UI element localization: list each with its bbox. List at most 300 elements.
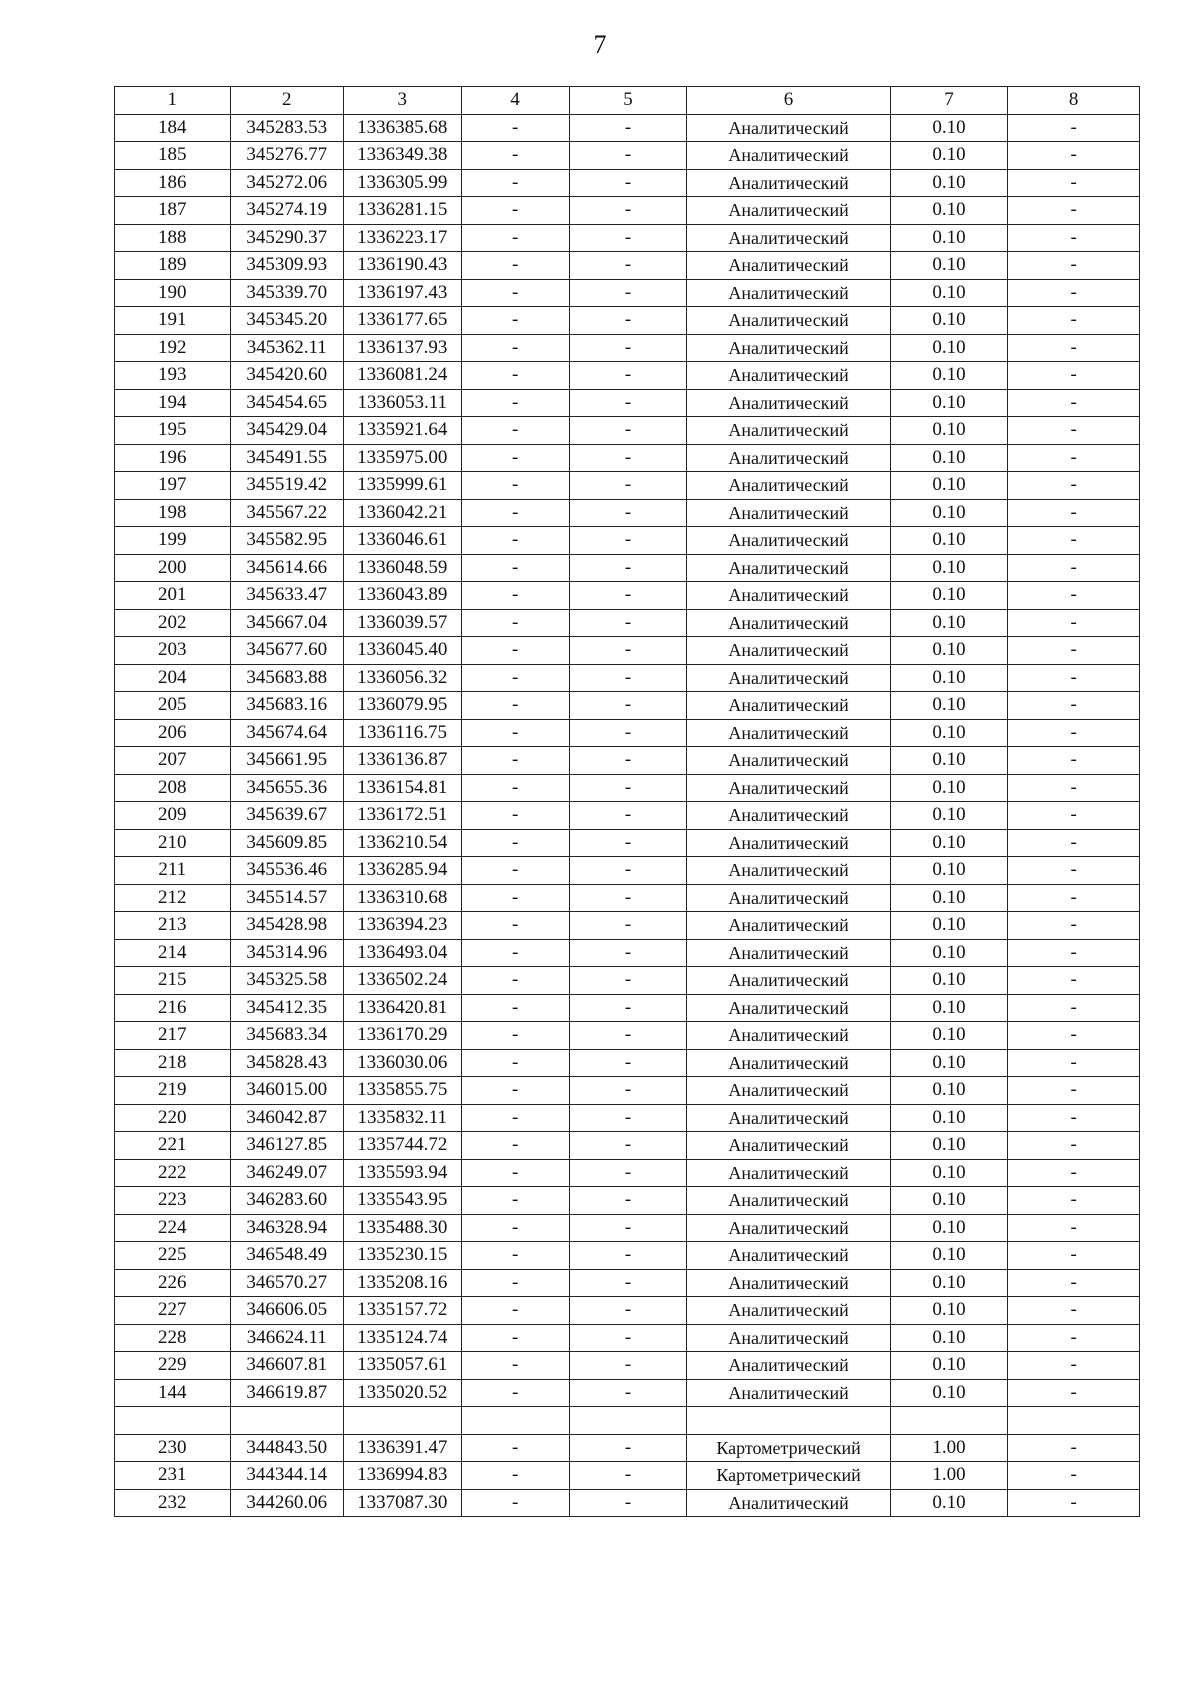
table-cell: -	[461, 609, 569, 637]
table-cell: 345655.36	[230, 774, 343, 802]
table-cell: 345420.60	[230, 362, 343, 390]
table-cell: -	[569, 609, 687, 637]
table-cell: -	[569, 197, 687, 225]
table-cell: 223	[115, 1187, 231, 1215]
table-cell: 1336420.81	[343, 994, 461, 1022]
table-cell: 1335020.52	[343, 1379, 461, 1407]
table-cell: -	[569, 1434, 687, 1462]
table-cell: 1335744.72	[343, 1132, 461, 1160]
table-row	[115, 499, 1140, 527]
table-cell: Аналитический	[687, 1242, 890, 1270]
table-cell: 0.10	[890, 912, 1008, 940]
table-row	[115, 829, 1140, 857]
table-cell: 221	[115, 1132, 231, 1160]
table-cell: -	[461, 1242, 569, 1270]
table-cell: 224	[115, 1214, 231, 1242]
table-cell: 194	[115, 389, 231, 417]
header-cell: 3	[343, 87, 461, 115]
header-cell: 5	[569, 87, 687, 115]
table-cell: -	[569, 1187, 687, 1215]
table-cell: Аналитический	[687, 114, 890, 142]
table-cell: 1336116.75	[343, 719, 461, 747]
table-cell: Аналитический	[687, 169, 890, 197]
table-cell: -	[461, 1132, 569, 1160]
table-cell: 210	[115, 829, 231, 857]
table-cell: Аналитический	[687, 692, 890, 720]
table-cell: 345290.37	[230, 224, 343, 252]
table-cell: -	[569, 637, 687, 665]
table-cell: -	[569, 334, 687, 362]
table-cell: 0.10	[890, 1187, 1008, 1215]
table-cell: 344344.14	[230, 1462, 343, 1490]
table-cell: 1336281.15	[343, 197, 461, 225]
table-cell: Аналитический	[687, 939, 890, 967]
table-cell: -	[461, 1434, 569, 1462]
table-cell: 1336043.89	[343, 582, 461, 610]
table-cell: 345345.20	[230, 307, 343, 335]
table-cell: -	[1008, 1077, 1140, 1105]
table-cell: -	[1008, 692, 1140, 720]
table-row	[115, 334, 1140, 362]
table-cell: 345276.77	[230, 142, 343, 170]
table-cell: -	[1008, 1187, 1140, 1215]
table-cell: 0.10	[890, 1077, 1008, 1105]
table-cell: 196	[115, 444, 231, 472]
table-cell: 1335543.95	[343, 1187, 461, 1215]
table-cell: -	[1008, 252, 1140, 280]
table-cell: -	[569, 1049, 687, 1077]
table-cell: 186	[115, 169, 231, 197]
table-cell: 0.10	[890, 747, 1008, 775]
table-cell: 346249.07	[230, 1159, 343, 1187]
table-cell: 0.10	[890, 1297, 1008, 1325]
table-cell: 190	[115, 279, 231, 307]
table-cell: 345683.16	[230, 692, 343, 720]
table-row	[115, 664, 1140, 692]
table-row	[115, 692, 1140, 720]
table-cell: Аналитический	[687, 1214, 890, 1242]
table-cell: 345683.88	[230, 664, 343, 692]
table-cell: Аналитический	[687, 994, 890, 1022]
table-cell: 0.10	[890, 527, 1008, 555]
table-cell: -	[1008, 142, 1140, 170]
table-row	[115, 857, 1140, 885]
header-cell: 4	[461, 87, 569, 115]
table-cell: -	[461, 197, 569, 225]
table-cell: 1336223.17	[343, 224, 461, 252]
table-cell: 1336177.65	[343, 307, 461, 335]
table-cell: -	[569, 307, 687, 335]
table-row	[115, 1214, 1140, 1242]
table-cell: -	[461, 829, 569, 857]
table-cell: -	[1008, 664, 1140, 692]
table-cell: -	[461, 224, 569, 252]
table-cell: 344260.06	[230, 1489, 343, 1517]
table-cell: 0.10	[890, 444, 1008, 472]
table-cell: 345674.64	[230, 719, 343, 747]
table-cell: 0.10	[890, 334, 1008, 362]
table-cell: -	[461, 692, 569, 720]
table-cell: -	[569, 554, 687, 582]
table-cell: 345582.95	[230, 527, 343, 555]
table-cell: 0.10	[890, 307, 1008, 335]
table-cell: Аналитический	[687, 802, 890, 830]
table-cell: -	[569, 169, 687, 197]
table-row	[115, 197, 1140, 225]
table-cell: Аналитический	[687, 1489, 890, 1517]
table-cell: 1336136.87	[343, 747, 461, 775]
table-cell: -	[569, 829, 687, 857]
table-cell: -	[569, 1242, 687, 1270]
table-row	[115, 774, 1140, 802]
table-cell: -	[569, 252, 687, 280]
table-cell: -	[569, 1159, 687, 1187]
table-cell: -	[461, 939, 569, 967]
table-cell: -	[1008, 884, 1140, 912]
table-cell: -	[1008, 1379, 1140, 1407]
table-cell: 0.10	[890, 417, 1008, 445]
table-cell: -	[569, 1379, 687, 1407]
table-cell: Аналитический	[687, 334, 890, 362]
table-cell: 1336310.68	[343, 884, 461, 912]
header-cell: 2	[230, 87, 343, 115]
table-cell	[890, 1407, 1008, 1435]
table-cell: 205	[115, 692, 231, 720]
table-cell: 345362.11	[230, 334, 343, 362]
table-row	[115, 252, 1140, 280]
table-row	[115, 994, 1140, 1022]
table-cell: 345491.55	[230, 444, 343, 472]
table-cell: Аналитический	[687, 224, 890, 252]
table-cell: Аналитический	[687, 664, 890, 692]
table-cell	[230, 1407, 343, 1435]
table-cell: -	[461, 252, 569, 280]
table-cell: -	[1008, 829, 1140, 857]
table-cell: -	[461, 554, 569, 582]
table-cell: 0.10	[890, 1269, 1008, 1297]
table-row	[115, 417, 1140, 445]
table-row	[115, 472, 1140, 500]
table-cell: Аналитический	[687, 1104, 890, 1132]
table-cell: -	[1008, 857, 1140, 885]
table-cell: 232	[115, 1489, 231, 1517]
table-cell: -	[461, 1462, 569, 1490]
table-cell: 1335230.15	[343, 1242, 461, 1270]
table-row	[115, 224, 1140, 252]
table-cell: -	[569, 389, 687, 417]
table-cell: -	[1008, 389, 1140, 417]
table-cell: 1336210.54	[343, 829, 461, 857]
table-row	[115, 912, 1140, 940]
table-cell: 345309.93	[230, 252, 343, 280]
table-cell: -	[461, 582, 569, 610]
table-cell: -	[461, 1269, 569, 1297]
table-cell: 1335124.74	[343, 1324, 461, 1352]
table-cell: 346283.60	[230, 1187, 343, 1215]
table-cell: 230	[115, 1434, 231, 1462]
table-cell: 346607.81	[230, 1352, 343, 1380]
table-cell: -	[569, 1462, 687, 1490]
table-cell: -	[461, 279, 569, 307]
table-cell: -	[461, 884, 569, 912]
table-cell: 1337087.30	[343, 1489, 461, 1517]
table-cell: -	[569, 747, 687, 775]
table-cell: -	[1008, 527, 1140, 555]
table-cell: 217	[115, 1022, 231, 1050]
table-cell: Аналитический	[687, 912, 890, 940]
table-cell: 0.10	[890, 582, 1008, 610]
table-cell: 0.10	[890, 1242, 1008, 1270]
table-cell: 1336154.81	[343, 774, 461, 802]
table-cell: 1336349.38	[343, 142, 461, 170]
table-cell: 191	[115, 307, 231, 335]
table-cell: 0.10	[890, 692, 1008, 720]
table-cell: -	[569, 142, 687, 170]
table-cell: 219	[115, 1077, 231, 1105]
table-cell: 201	[115, 582, 231, 610]
table-cell: 345536.46	[230, 857, 343, 885]
table-cell: -	[569, 114, 687, 142]
header-cell: 7	[890, 87, 1008, 115]
table-cell: -	[461, 1489, 569, 1517]
table-row	[115, 719, 1140, 747]
table-cell: 0.10	[890, 939, 1008, 967]
table-cell	[115, 1407, 231, 1435]
table-cell: -	[569, 1022, 687, 1050]
table-cell: 345609.85	[230, 829, 343, 857]
table-cell: 188	[115, 224, 231, 252]
table-cell: -	[461, 912, 569, 940]
table-cell: 1336079.95	[343, 692, 461, 720]
table-cell: Аналитический	[687, 1132, 890, 1160]
table-row	[115, 279, 1140, 307]
table-cell: 206	[115, 719, 231, 747]
table-cell: -	[569, 939, 687, 967]
table-cell: -	[461, 472, 569, 500]
table-cell: 1336172.51	[343, 802, 461, 830]
table-cell: -	[1008, 444, 1140, 472]
table-cell: -	[569, 884, 687, 912]
table-row	[115, 444, 1140, 472]
table-row	[115, 1379, 1140, 1407]
table-cell: -	[569, 499, 687, 527]
table-cell: 0.10	[890, 114, 1008, 142]
table-cell: 226	[115, 1269, 231, 1297]
table-row	[115, 1297, 1140, 1325]
table-cell: -	[1008, 719, 1140, 747]
table-cell: -	[1008, 334, 1140, 362]
table-cell: -	[1008, 1049, 1140, 1077]
table-cell: -	[1008, 307, 1140, 335]
table-cell	[461, 1407, 569, 1435]
table-cell: 215	[115, 967, 231, 995]
table-cell: 0.10	[890, 857, 1008, 885]
table-cell: 346624.11	[230, 1324, 343, 1352]
table-cell: Аналитический	[687, 142, 890, 170]
table-cell: Аналитический	[687, 1187, 890, 1215]
table-cell: 0.10	[890, 774, 1008, 802]
table-cell: -	[569, 1352, 687, 1380]
table-cell: -	[1008, 1159, 1140, 1187]
table-cell: -	[1008, 939, 1140, 967]
table-cell: -	[1008, 554, 1140, 582]
table-cell: -	[461, 1104, 569, 1132]
table-cell: -	[569, 912, 687, 940]
table-cell: -	[1008, 1297, 1140, 1325]
table-cell: -	[461, 444, 569, 472]
table-row	[115, 554, 1140, 582]
table-row	[115, 884, 1140, 912]
table-cell: 1335057.61	[343, 1352, 461, 1380]
table-cell: 229	[115, 1352, 231, 1380]
table-cell: 345429.04	[230, 417, 343, 445]
table-cell: -	[1008, 1352, 1140, 1380]
table-cell: 346042.87	[230, 1104, 343, 1132]
table-row	[115, 1324, 1140, 1352]
table-cell: 1335832.11	[343, 1104, 461, 1132]
table-cell: -	[569, 1324, 687, 1352]
table-cell: Аналитический	[687, 637, 890, 665]
table-cell: 0.10	[890, 719, 1008, 747]
table-cell: -	[461, 142, 569, 170]
table-cell: 345677.60	[230, 637, 343, 665]
table-cell: -	[461, 389, 569, 417]
table-cell: -	[461, 1187, 569, 1215]
table-cell: 209	[115, 802, 231, 830]
table-cell: -	[1008, 637, 1140, 665]
table-cell: 207	[115, 747, 231, 775]
table-cell: Аналитический	[687, 829, 890, 857]
table-cell: -	[1008, 1462, 1140, 1490]
table-cell: Аналитический	[687, 1297, 890, 1325]
table-cell: -	[461, 1297, 569, 1325]
table-cell: -	[1008, 224, 1140, 252]
table-cell: -	[1008, 362, 1140, 390]
table-row	[115, 1187, 1140, 1215]
table-cell: 0.10	[890, 197, 1008, 225]
table-cell: 189	[115, 252, 231, 280]
table-cell: 1336170.29	[343, 1022, 461, 1050]
table-cell: 0.10	[890, 472, 1008, 500]
table-cell: 346127.85	[230, 1132, 343, 1160]
table-cell: Аналитический	[687, 609, 890, 637]
table-cell: 346570.27	[230, 1269, 343, 1297]
table-cell: 0.10	[890, 637, 1008, 665]
table-cell: 345661.95	[230, 747, 343, 775]
table-cell: 0.10	[890, 994, 1008, 1022]
table-cell: -	[569, 994, 687, 1022]
table-cell: 208	[115, 774, 231, 802]
table-cell: 1335157.72	[343, 1297, 461, 1325]
table-cell: 345339.70	[230, 279, 343, 307]
table-cell: 1335999.61	[343, 472, 461, 500]
table-cell: 0.10	[890, 967, 1008, 995]
table-cell: -	[1008, 1434, 1140, 1462]
table-row	[115, 637, 1140, 665]
table-cell: -	[1008, 114, 1140, 142]
table-cell: 0.10	[890, 829, 1008, 857]
table-cell: 1336039.57	[343, 609, 461, 637]
table-cell: -	[1008, 967, 1140, 995]
table-cell: -	[1008, 472, 1140, 500]
table-cell: -	[1008, 1242, 1140, 1270]
table-cell: Аналитический	[687, 719, 890, 747]
table-cell: 1336053.11	[343, 389, 461, 417]
table-cell: 216	[115, 994, 231, 1022]
table-cell: -	[461, 1379, 569, 1407]
table-cell: -	[569, 279, 687, 307]
table-cell: -	[461, 994, 569, 1022]
table-cell: -	[569, 417, 687, 445]
table-cell: Картометрический	[687, 1462, 890, 1490]
table-cell: Картометрический	[687, 1434, 890, 1462]
table-cell: 345314.96	[230, 939, 343, 967]
table-cell: -	[569, 1297, 687, 1325]
header-cell: 8	[1008, 87, 1140, 115]
table-cell: 1336081.24	[343, 362, 461, 390]
table-cell: -	[569, 224, 687, 252]
table-cell: 0.10	[890, 1324, 1008, 1352]
table-cell: -	[569, 692, 687, 720]
table-cell: Аналитический	[687, 1022, 890, 1050]
table-cell: -	[1008, 1214, 1140, 1242]
table-cell: Аналитический	[687, 307, 890, 335]
table-cell: -	[461, 334, 569, 362]
table-cell: -	[569, 1077, 687, 1105]
table-cell: 185	[115, 142, 231, 170]
table-cell: 1336502.24	[343, 967, 461, 995]
table-row	[115, 1269, 1140, 1297]
table-cell: 0.10	[890, 279, 1008, 307]
table-cell: -	[1008, 417, 1140, 445]
table-cell: 346606.05	[230, 1297, 343, 1325]
table-row	[115, 114, 1140, 142]
table-cell: 0.10	[890, 1352, 1008, 1380]
table-cell: 0.10	[890, 802, 1008, 830]
table-cell: 345454.65	[230, 389, 343, 417]
table-cell: Аналитический	[687, 1324, 890, 1352]
table-cell: 0.10	[890, 1104, 1008, 1132]
table-cell: 1.00	[890, 1434, 1008, 1462]
table-cell: -	[569, 1132, 687, 1160]
table-cell: Аналитический	[687, 554, 890, 582]
table-row	[115, 967, 1140, 995]
table-cell: -	[1008, 1324, 1140, 1352]
table-cell: Аналитический	[687, 1269, 890, 1297]
table-cell: 1336391.47	[343, 1434, 461, 1462]
table-cell	[569, 1407, 687, 1435]
table-cell: 1336394.23	[343, 912, 461, 940]
table-cell: 346015.00	[230, 1077, 343, 1105]
table-row	[115, 1132, 1140, 1160]
table-cell: -	[1008, 1489, 1140, 1517]
table-cell: Аналитический	[687, 472, 890, 500]
table-cell: -	[461, 774, 569, 802]
table-cell	[687, 1407, 890, 1435]
table-cell: -	[461, 1049, 569, 1077]
table-cell: 0.10	[890, 1489, 1008, 1517]
table-cell: 345272.06	[230, 169, 343, 197]
table-cell: 1335208.16	[343, 1269, 461, 1297]
table-cell: 0.10	[890, 389, 1008, 417]
table-cell: 0.10	[890, 169, 1008, 197]
table-cell: 345614.66	[230, 554, 343, 582]
table-cell: 1335488.30	[343, 1214, 461, 1242]
table-cell: -	[569, 1104, 687, 1132]
table-cell: 1336385.68	[343, 114, 461, 142]
table-cell: 0.10	[890, 1159, 1008, 1187]
table-cell: 1336137.93	[343, 334, 461, 362]
